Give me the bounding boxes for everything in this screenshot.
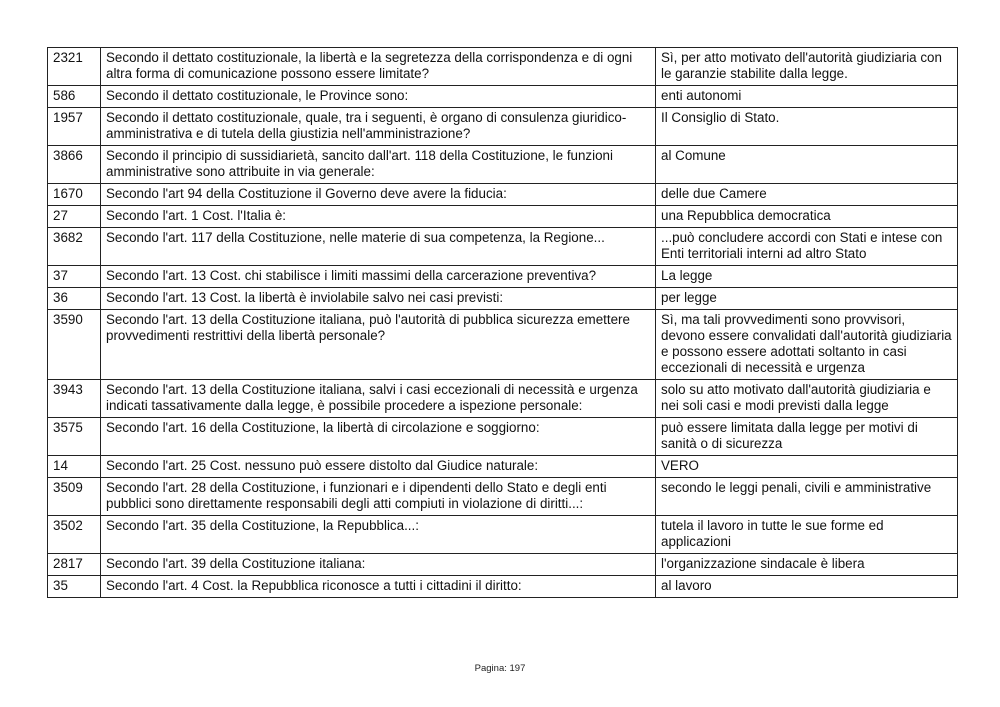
row-question: Secondo l'art 94 della Costituzione il Governo deve avere la fiducia: <box>101 184 656 206</box>
row-question: Secondo il dettato costituzionale, quale, tra i seguenti, è organo di consulenza giuridico- amministrativa e di tutela della giustizia nell'amministrazione? <box>101 108 656 146</box>
row-answer: tutela il lavoro in tutte le sue forme ed applicazioni <box>656 516 958 554</box>
row-answer: al lavoro <box>656 576 958 598</box>
row-id: 3943 <box>48 380 101 418</box>
row-question: Secondo il principio di sussidiarietà, sancito dall'art. 118 della Costituzione, le funzioni amministrative sono attribuite in via generale: <box>101 146 656 184</box>
table-row <box>48 206 958 228</box>
row-id: 14 <box>48 456 101 478</box>
row-id: 3682 <box>48 228 101 266</box>
row-question: Secondo l'art. 35 della Costituzione, la Repubblica...: <box>101 516 656 554</box>
row-question: Secondo l'art. 28 della Costituzione, i funzionari e i dipendenti dello Stato e degli enti pubblici sono direttamente responsabili degli atti compiuti in violazione di diritti...: <box>101 478 656 516</box>
row-answer: Il Consiglio di Stato. <box>656 108 958 146</box>
row-question: Secondo il dettato costituzionale, la libertà e la segretezza della corrispondenza e di ogni altra forma di comunicazione possono essere limitate? <box>101 48 656 86</box>
row-question: Secondo l'art. 13 della Costituzione italiana, salvi i casi eccezionali di necessità e urgenza indicati tassativamente dalla legge, è possibile procedere a ispezione personale: <box>101 380 656 418</box>
row-question: Secondo l'art. 4 Cost. la Repubblica riconosce a tutti i cittadini il diritto: <box>101 576 656 598</box>
quiz-table <box>47 47 958 598</box>
row-answer: VERO <box>656 456 958 478</box>
row-id: 37 <box>48 266 101 288</box>
row-id: 35 <box>48 576 101 598</box>
row-id: 3502 <box>48 516 101 554</box>
table-row <box>48 456 958 478</box>
row-answer: enti autonomi <box>656 86 958 108</box>
row-answer: Sì, ma tali provvedimenti sono provvisori, devono essere convalidati dall'autorità giudiziaria e possono essere adottati soltanto in casi eccezionali di necessità e urgenza <box>656 310 958 380</box>
row-id: 2321 <box>48 48 101 86</box>
row-id: 1670 <box>48 184 101 206</box>
row-question: Secondo l'art. 1 Cost. l'Italia è: <box>101 206 656 228</box>
table-row <box>48 576 958 598</box>
table-row <box>48 288 958 310</box>
row-answer: La legge <box>656 266 958 288</box>
row-id: 2817 <box>48 554 101 576</box>
table-row <box>48 146 958 184</box>
row-id: 3590 <box>48 310 101 380</box>
row-id: 36 <box>48 288 101 310</box>
table-row <box>48 478 958 516</box>
row-answer: l'organizzazione sindacale è libera <box>656 554 958 576</box>
table-row <box>48 184 958 206</box>
row-id: 3866 <box>48 146 101 184</box>
row-answer: può essere limitata dalla legge per motivi di sanità o di sicurezza <box>656 418 958 456</box>
row-answer: secondo le leggi penali, civili e amministrative <box>656 478 958 516</box>
table-row <box>48 554 958 576</box>
row-id: 586 <box>48 86 101 108</box>
page-number: Pagina: 197 <box>474 663 526 674</box>
row-question: Secondo l'art. 13 Cost. la libertà è inviolabile salvo nei casi previsti: <box>101 288 656 310</box>
row-question: Secondo l'art. 117 della Costituzione, nelle materie di sua competenza, la Regione... <box>101 228 656 266</box>
table-row <box>48 48 958 86</box>
table-row <box>48 266 958 288</box>
table-row <box>48 310 958 380</box>
row-id: 3575 <box>48 418 101 456</box>
row-question: Secondo l'art. 39 della Costituzione italiana: <box>101 554 656 576</box>
table-row <box>48 108 958 146</box>
row-id: 27 <box>48 206 101 228</box>
row-id: 1957 <box>48 108 101 146</box>
row-answer: una Repubblica democratica <box>656 206 958 228</box>
row-answer: Sì, per atto motivato dell'autorità giudiziaria con le garanzie stabilite dalla legge. <box>656 48 958 86</box>
row-answer: delle due Camere <box>656 184 958 206</box>
row-question: Secondo l'art. 13 della Costituzione italiana, può l'autorità di pubblica sicurezza emettere provvedimenti restrittivi della libertà personale? <box>101 310 656 380</box>
table-row <box>48 516 958 554</box>
row-id: 3509 <box>48 478 101 516</box>
row-question: Secondo l'art. 16 della Costituzione, la libertà di circolazione e soggiorno: <box>101 418 656 456</box>
table-row <box>48 228 958 266</box>
row-question: Secondo l'art. 25 Cost. nessuno può essere distolto dal Giudice naturale: <box>101 456 656 478</box>
row-answer: per legge <box>656 288 958 310</box>
row-answer: al Comune <box>656 146 958 184</box>
table-row <box>48 86 958 108</box>
row-answer: solo su atto motivato dall'autorità giudiziaria e nei soli casi e modi previsti dalla legge <box>656 380 958 418</box>
row-answer: ...può concludere accordi con Stati e intese con Enti territoriali interni ad altro Stato <box>656 228 958 266</box>
table-row <box>48 418 958 456</box>
table-row <box>48 380 958 418</box>
row-question: Secondo il dettato costituzionale, le Province sono: <box>101 86 656 108</box>
row-question: Secondo l'art. 13 Cost. chi stabilisce i limiti massimi della carcerazione preventiva? <box>101 266 656 288</box>
